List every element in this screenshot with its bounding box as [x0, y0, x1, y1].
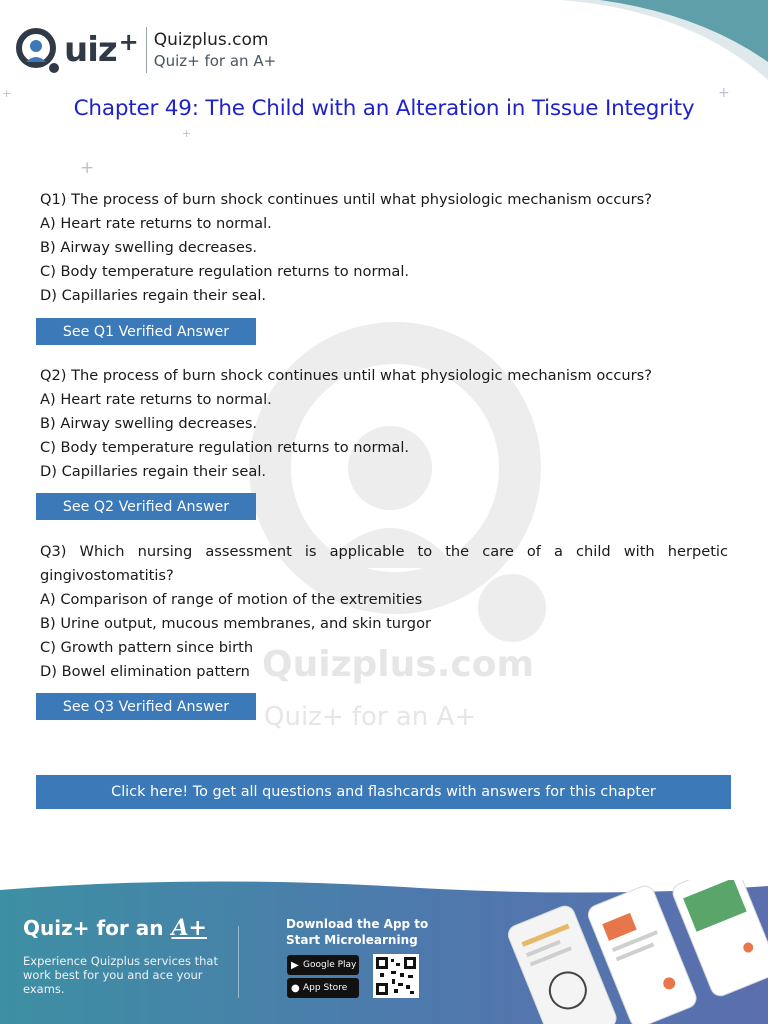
footer-divider — [238, 926, 239, 998]
watermark-tagline: Quiz+ for an A+ — [264, 702, 477, 732]
google-play-button[interactable] — [287, 955, 359, 975]
apple-icon: ● — [291, 982, 300, 994]
option-c: C) Body temperature regulation returns to normal. — [40, 439, 410, 456]
footer-banner — [0, 880, 768, 1024]
logo-text: uiz — [64, 30, 117, 70]
question-block-3 — [40, 540, 728, 684]
footer-title-aplus: A+ — [171, 915, 207, 941]
option-d: D) Capillaries regain their seal. — [40, 287, 267, 304]
app-store-button[interactable] — [287, 978, 359, 998]
logo-divider — [146, 27, 147, 73]
brand-tagline: Quiz+ for an A+ — [153, 52, 277, 70]
app-store-label: App Store — [303, 982, 348, 993]
option-b: B) Airway swelling decreases. — [40, 415, 258, 432]
decor-plus: + — [2, 87, 12, 100]
watermark-site: Quizplus.com — [262, 644, 534, 685]
footer-title — [23, 915, 207, 941]
question-block-2 — [40, 364, 728, 484]
option-d: D) Capillaries regain their seal. — [40, 463, 267, 480]
see-q1-answer-button[interactable]: See Q1 Verified Answer — [36, 318, 256, 345]
brand-text — [154, 29, 276, 71]
decor-plus: + — [718, 85, 730, 101]
decor-plus: + — [80, 158, 95, 178]
quiz-logo-icon — [14, 26, 62, 74]
footer-title-text: Quiz+ for an — [23, 916, 164, 940]
question-text: Q1) The process of burn shock continues until what physiologic mechanism occurs? — [40, 191, 652, 208]
question-block-1 — [40, 188, 728, 308]
decor-plus: + — [182, 127, 192, 140]
see-q2-answer-button[interactable]: See Q2 Verified Answer — [36, 493, 256, 520]
brand-site: Quizplus.com — [153, 30, 269, 50]
option-d: D) Bowel elimination pattern — [40, 663, 250, 680]
google-play-label: Google Play — [303, 959, 357, 970]
app-phones-illustration — [505, 880, 768, 1024]
option-c: C) Growth pattern since birth — [40, 639, 254, 656]
qr-code-icon[interactable] — [373, 954, 419, 998]
option-a: A) Comparison of range of motion of the extremities — [40, 591, 423, 608]
brand-header — [14, 24, 276, 76]
footer-description: Experience Quizplus services that work best for you and ace your exams. — [23, 954, 218, 996]
google-play-icon: ▶ — [291, 959, 299, 971]
see-q3-answer-button[interactable]: See Q3 Verified Answer — [36, 693, 256, 720]
download-app-text: Download the App to Start Microlearning — [286, 917, 429, 947]
question-text: Q3) Which nursing assessment is applicable to the care of a child with herpetic gingivostomatitis? — [40, 543, 728, 584]
question-text: Q2) The process of burn shock continues until what physiologic mechanism occurs? — [40, 367, 652, 384]
option-a: A) Heart rate returns to normal. — [40, 215, 272, 232]
logo-plus: + — [118, 28, 138, 56]
all-questions-cta-button[interactable]: Click here! To get all questions and flashcards with answers for this chapter — [36, 775, 731, 809]
option-c: C) Body temperature regulation returns to normal. — [40, 263, 410, 280]
option-a: A) Heart rate returns to normal. — [40, 391, 272, 408]
option-b: B) Airway swelling decreases. — [40, 239, 258, 256]
chapter-title: Chapter 49: The Child with an Alteration in Tissue Integrity — [73, 96, 695, 121]
option-b: B) Urine output, mucous membranes, and skin turgor — [40, 615, 431, 632]
